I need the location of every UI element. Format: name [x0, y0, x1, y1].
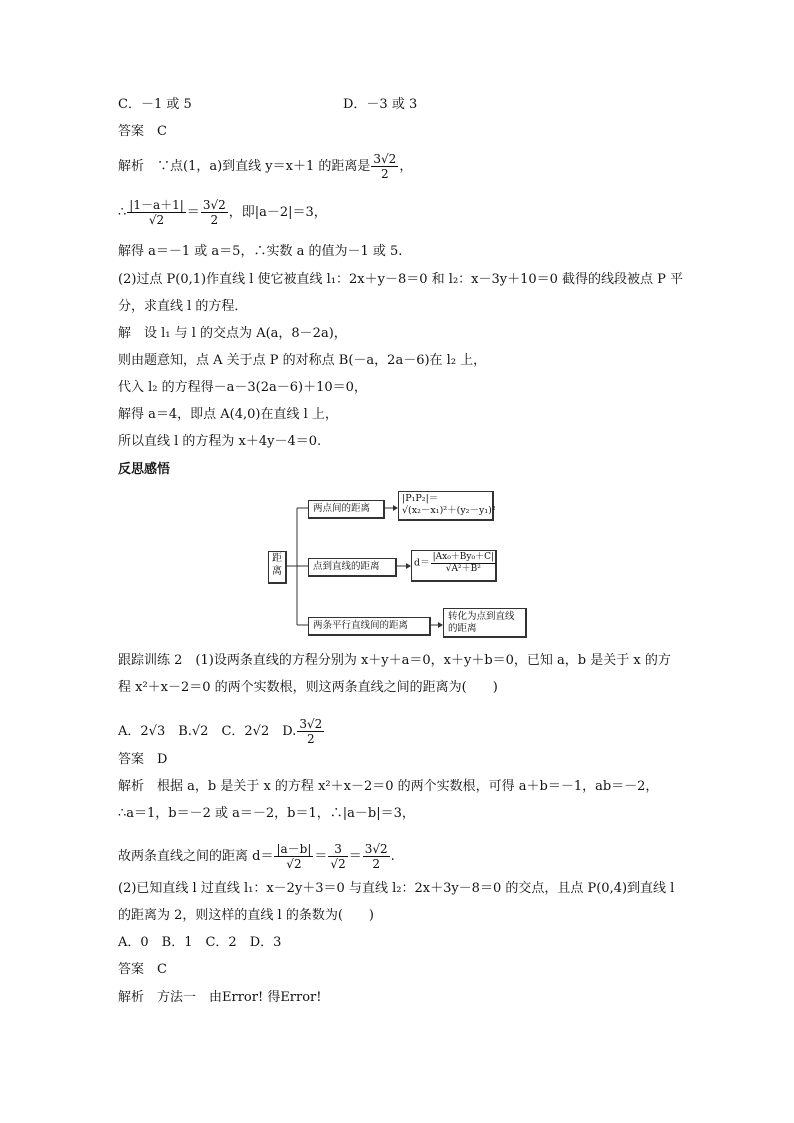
explanation-1-line-1: 解析 ∵点(1，a)到直线 y＝x＋1 的距离是 $\frac{3√2}{2}$ ，: [118, 152, 413, 181]
fraction: $\frac{|1-a+1|}{√2}$: [129, 198, 184, 227]
answer-2: 答案 D: [118, 752, 168, 767]
explanation-1-line-2: ∴ $\frac{|1-a+1|}{√2}$ ＝ $\frac{3√2}{2}$ ，即|a－2|＝3，: [118, 198, 327, 227]
explanation-2-line-2: ∴a＝1，b＝－2 或 a＝－2，b＝1，∴|a－b|＝3，: [118, 806, 415, 821]
formula-point-line: d＝ $\frac{\text{|Ax₀＋By₀＋C|}}{\text{√A²＋B²}}$: [411, 550, 497, 582]
formula-two-points: |P₁P₂|＝ √(x₂－x₁)²＋(y₂－y₁)²: [398, 491, 494, 521]
diagram-root: 距离: [268, 551, 287, 584]
explanation-1-text: 解析 ∵点(1，a)到直线 y＝x＋1 的距离是: [118, 159, 371, 174]
answer-3: 答案 C: [118, 962, 167, 977]
diagram-node-two-points: 两点间的距离: [308, 500, 385, 519]
fraction: $\frac{3√2}{2}$: [364, 842, 388, 871]
solution-line-4: 解得 a＝4，即点 A(4,0)在直线 l 上，: [118, 407, 338, 422]
training-2-line-1: 跟踪训练 2 (1)设两条直线的方程分别为 x＋y＋a＝0，x＋y＋b＝0，已知 a，b 是关于 x 的方: [118, 653, 671, 668]
note-convert: 转化为点到直线 的距离: [443, 608, 527, 638]
question-2-line-1: (2)过点 P(0,1)作直线 l 使它被直线 l₁：2x＋y－8＝0 和 l₂：x－3y＋10＝0 截得的线段被点 P 平: [118, 272, 684, 287]
question-2-line-2: 分，求直线 l 的方程．: [118, 299, 248, 314]
fraction: $\frac{3√2}{2}$: [373, 152, 397, 181]
question-3-options: A．0 B．1 C．2 D．3: [118, 935, 282, 950]
fraction: $\frac{3√2}{2}$: [202, 198, 226, 227]
training-2-options: A．2√3 B.√2 C．2√2 D. $\frac{3√2}{2}$: [118, 717, 323, 746]
solution-line-5: 所以直线 l 的方程为 x＋4y－4＝0.: [118, 434, 322, 449]
option-c: C．－1 或 5: [118, 97, 192, 112]
fraction: $\frac{3}{√2}$: [330, 842, 346, 871]
diagram-node-point-line: 点到直线的距离: [308, 558, 397, 577]
solution-line-3: 代入 l₂ 的方程得－a－3(2a－6)＋10＝0，: [118, 380, 367, 395]
solution-line-2: 则由题意知，点 A 关于点 P 的对称点 B(－a，2a－6)在 l₂ 上，: [118, 353, 487, 368]
option-d: D．－3 或 3: [343, 97, 418, 112]
explanation-3: 解析 方法一 由Error! 得Error!: [118, 990, 322, 1005]
explanation-1-line-3: 解得 a＝－1 或 a＝5，∴实数 a 的值为－1 或 5.: [118, 244, 403, 259]
explanation-2-line-1: 解析 根据 a，b 是关于 x 的方程 x²＋x－2＝0 的两个实数根，可得 a＋b＝－1，ab＝－2，: [118, 779, 659, 794]
reflection-heading: 反思感悟: [118, 462, 171, 477]
diagram-node-parallel-lines: 两条平行直线间的距离: [308, 617, 431, 636]
solution-line-1: 解 设 l₁ 与 l 的交点为 A(a，8－2a)，: [118, 326, 347, 341]
question-3-line-2: 的距离为 2，则这样的直线 l 的条数为( ): [118, 908, 374, 923]
explanation-2-line-3: 故两条直线之间的距离 d＝ $\frac{|a-b|}{√2}$ ＝ $\frac{3}{√2}$ ＝ $\frac{3√2}{2}$ .: [118, 842, 395, 871]
answer-1: 答案 C: [118, 124, 167, 139]
fraction: $\frac{|a-b|}{√2}$: [276, 842, 312, 871]
question-3-line-1: (2)已知直线 l 过直线 l₁：x－2y＋3＝0 与直线 l₂：2x＋3y－8＝0 的交点，且点 P(0,4)到直线 l: [118, 881, 675, 896]
fraction: $\frac{\text{|Ax₀＋By₀＋C|}}{\text{√A²＋B²}}$: [432, 552, 495, 574]
training-2-line-2: 程 x²＋x－2＝0 的两个实数根，则这两条直线之间的距离为( ): [118, 680, 498, 695]
fraction: $\frac{3√2}{2}$: [299, 717, 323, 746]
